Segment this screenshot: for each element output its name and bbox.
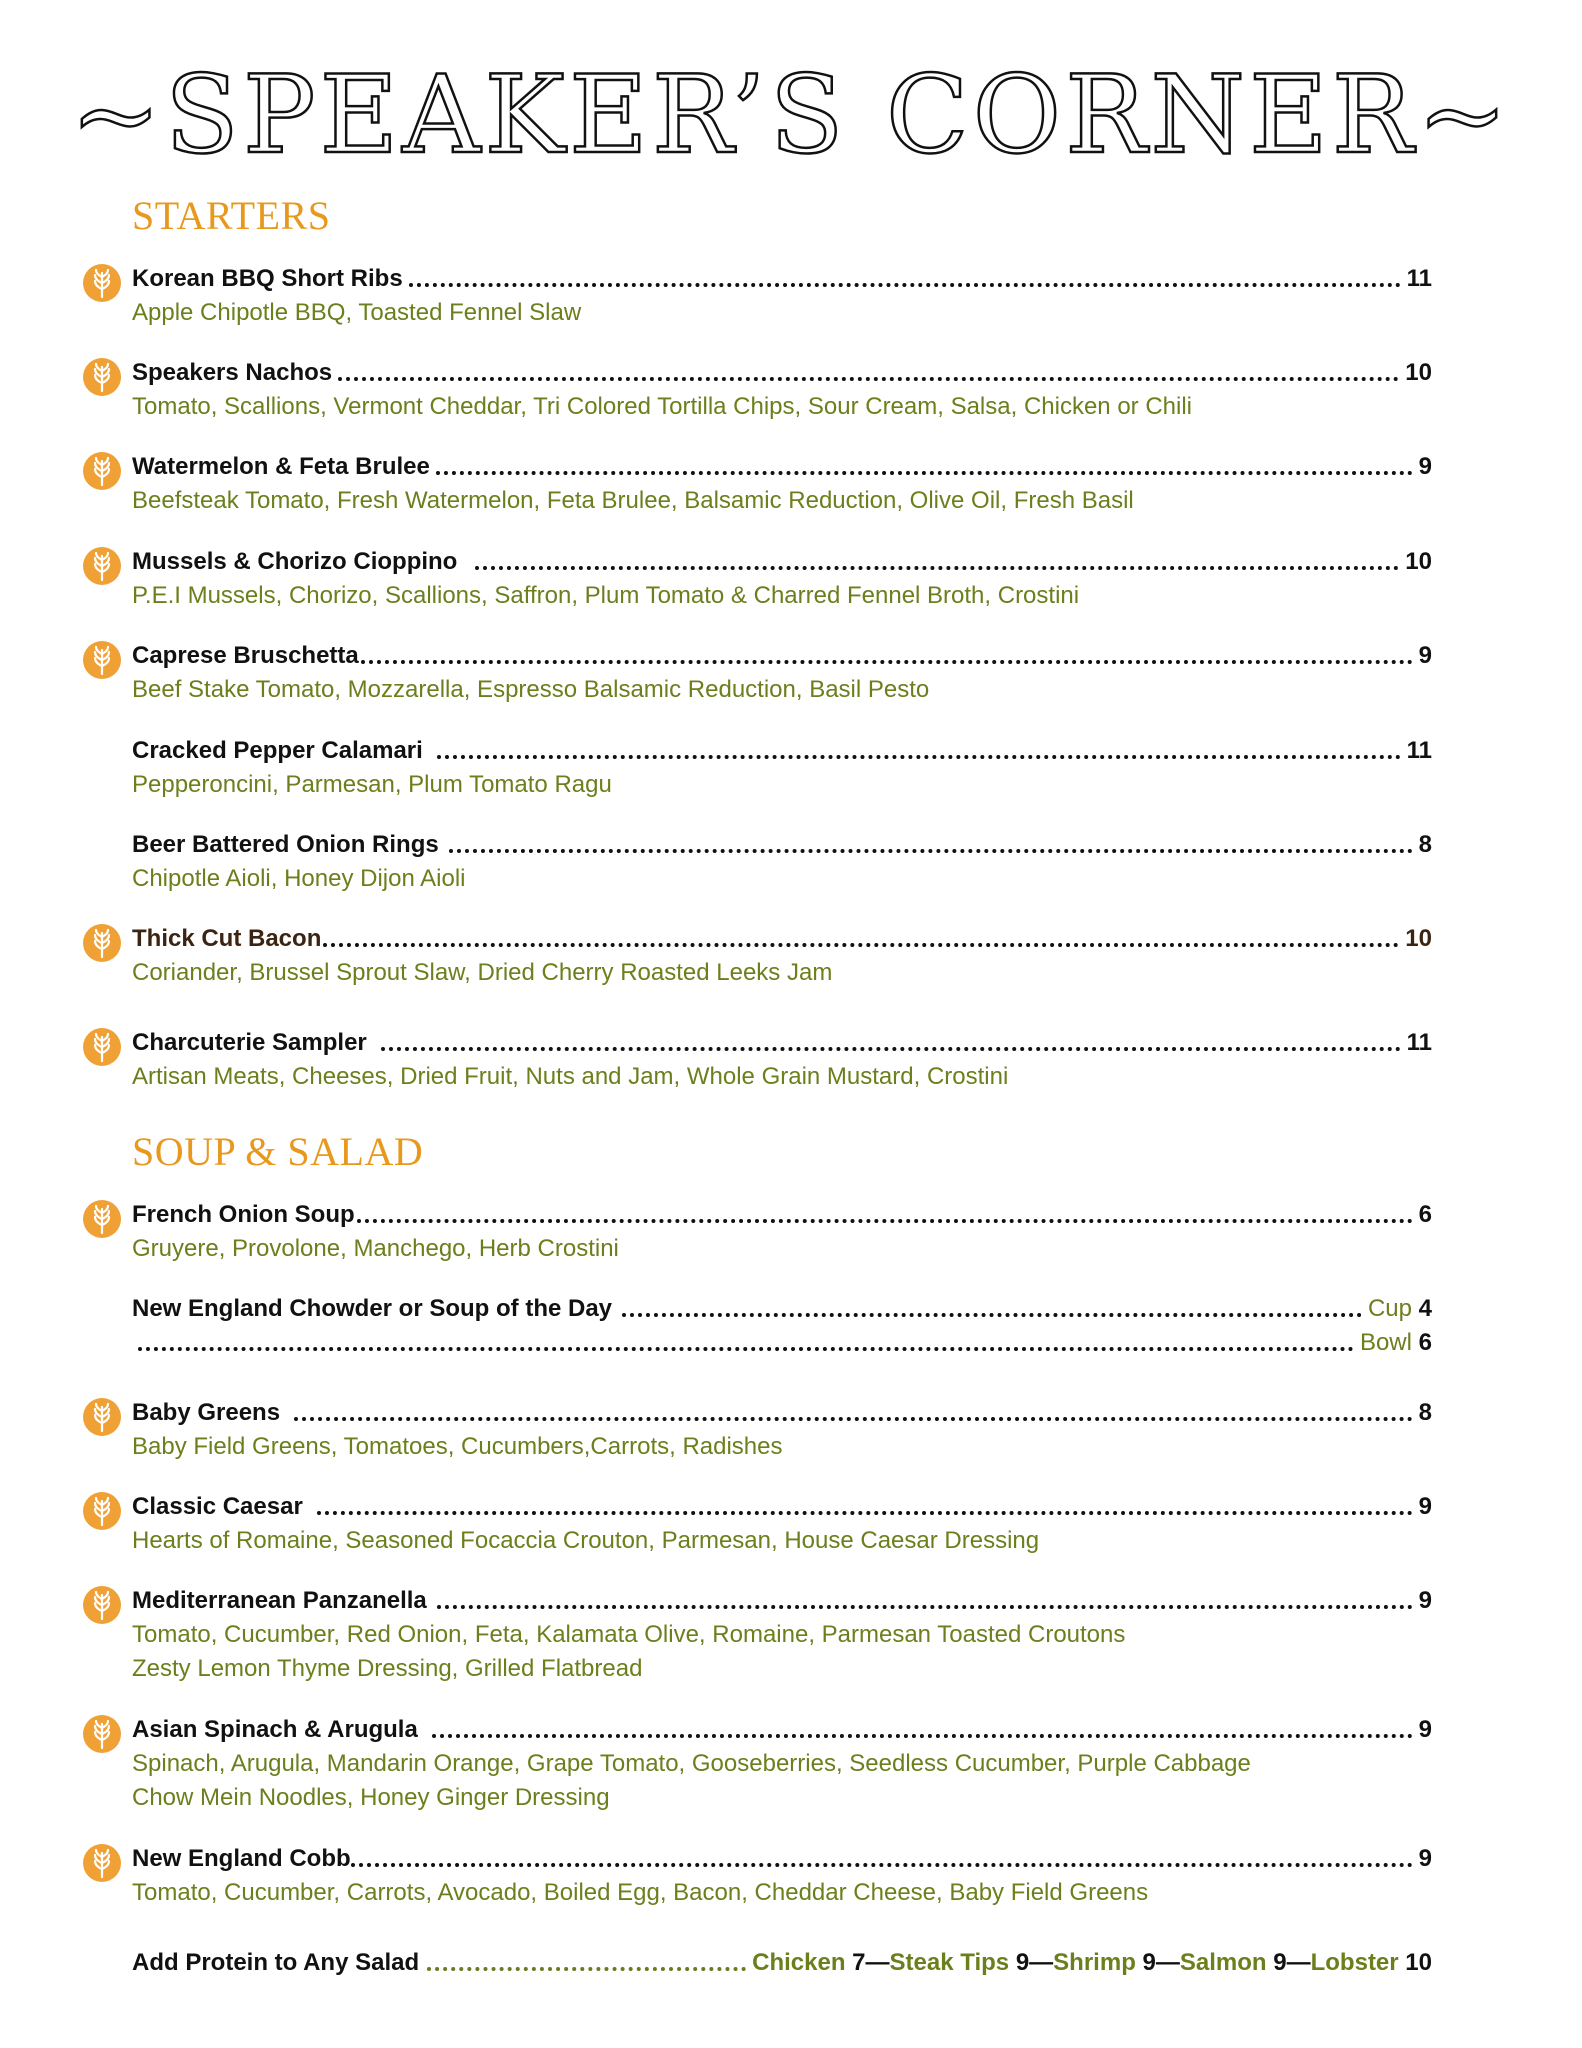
item-price: 8 (1418, 831, 1432, 858)
protein-option-price: 9 (1273, 1949, 1287, 1976)
item-price: 9 (1418, 1845, 1432, 1872)
item-price: 9 (1418, 642, 1432, 669)
dot-leader (294, 1417, 1413, 1421)
gluten-free-wheat-icon (83, 1492, 121, 1530)
item-description-line-2: Chow Mein Noodles, Honey Ginger Dressing (132, 1784, 610, 1811)
item-description: Baby Field Greens, Tomatoes, Cucumbers,Carrots, Radishes (132, 1433, 783, 1460)
dot-leader (475, 566, 1399, 570)
item-name: Speakers Nachos (132, 359, 333, 386)
protein-option-name: Chicken (752, 1949, 846, 1976)
dot-leader (427, 1967, 746, 1971)
gluten-free-wheat-icon (83, 1715, 121, 1753)
dot-leader (357, 1219, 1413, 1223)
protein-option-name: Shrimp (1053, 1949, 1136, 1976)
gluten-free-wheat-icon (83, 452, 121, 490)
dot-leader (317, 1511, 1413, 1515)
item-price: 11 (1406, 737, 1432, 764)
item-price: 11 (1406, 265, 1432, 292)
bowl-label: Bowl (1359, 1329, 1412, 1356)
dot-leader (409, 283, 1401, 287)
dot-leader (323, 943, 1399, 947)
dot-leader (138, 1347, 1354, 1351)
dot-leader (351, 1863, 1413, 1867)
separator: — (1286, 1949, 1311, 1976)
gluten-free-wheat-icon (83, 1586, 121, 1624)
dot-leader (361, 660, 1413, 664)
item-description-line-2: Zesty Lemon Thyme Dressing, Grilled Flatbread (132, 1655, 643, 1682)
item-description: Tomato, Scallions, Vermont Cheddar, Tri Colored Tortilla Chips, Sour Cream, Salsa, Chicken or Chili (132, 393, 1193, 420)
item-name: Watermelon & Feta Brulee (132, 453, 430, 480)
item-price: 8 (1418, 1399, 1432, 1426)
dot-leader (437, 755, 1401, 759)
item-price: 10 (1405, 925, 1432, 952)
item-name: Mussels & Chorizo Cioppino (132, 548, 458, 575)
dot-leader (432, 1734, 1413, 1738)
item-price: 11 (1406, 1029, 1432, 1056)
gluten-free-wheat-icon (83, 1200, 121, 1238)
dot-leader (381, 1047, 1401, 1051)
gluten-free-wheat-icon (83, 641, 121, 679)
item-description: Tomato, Cucumber, Carrots, Avocado, Boiled Egg, Bacon, Cheddar Cheese, Baby Field Greens (132, 1879, 1149, 1906)
item-description: Beef Stake Tomato, Mozzarella, Espresso Balsamic Reduction, Basil Pesto (132, 676, 930, 703)
item-description: Hearts of Romaine, Seasoned Focaccia Crouton, Parmesan, House Caesar Dressing (132, 1527, 1040, 1554)
protein-option-name: Lobster (1310, 1949, 1399, 1976)
item-price: 10 (1405, 548, 1432, 575)
item-name: French Onion Soup (132, 1201, 355, 1228)
gluten-free-wheat-icon (83, 924, 121, 962)
protein-option-name: Steak Tips (889, 1949, 1010, 1976)
item-name: Asian Spinach & Arugula (132, 1716, 418, 1743)
protein-label: Add Protein to Any Salad (132, 1949, 420, 1976)
item-description: Spinach, Arugula, Mandarin Orange, Grape Tomato, Gooseberries, Seedless Cucumber, Purple Cabbage (132, 1750, 1251, 1777)
item-name: Caprese Bruschetta (132, 642, 359, 669)
cup-label: Cup (1367, 1295, 1412, 1322)
item-description: Apple Chipotle BBQ, Toasted Fennel Slaw (132, 299, 582, 326)
dot-leader (338, 377, 1399, 381)
item-price: 10 (1405, 359, 1432, 386)
separator: — (865, 1949, 890, 1976)
protein-option-price: 7 (852, 1949, 866, 1976)
item-name: Thick Cut Bacon (132, 925, 322, 952)
gluten-free-wheat-icon (83, 358, 121, 396)
separator: — (1029, 1949, 1054, 1976)
item-name: Cracked Pepper Calamari (132, 737, 423, 764)
item-price: 9 (1418, 1716, 1432, 1743)
section-heading-starters: STARTERS (132, 193, 331, 238)
separator: — (1155, 1949, 1180, 1976)
menu-title: ~SPEAKER’S CORNER~ (70, 53, 1512, 178)
gluten-free-wheat-icon (83, 1028, 121, 1066)
bowl-price: 6 (1418, 1329, 1432, 1356)
item-price: 9 (1418, 1587, 1432, 1614)
item-price: 6 (1418, 1201, 1432, 1228)
item-name: Charcuterie Sampler (132, 1029, 367, 1056)
item-name: New England Chowder or Soup of the Day (132, 1295, 613, 1322)
dot-leader (622, 1313, 1362, 1317)
item-description: Artisan Meats, Cheeses, Dried Fruit, Nuts and Jam, Whole Grain Mustard, Crostini (132, 1063, 1009, 1090)
item-name: Classic Caesar (132, 1493, 303, 1520)
item-description: Beefsteak Tomato, Fresh Watermelon, Feta Brulee, Balsamic Reduction, Olive Oil, Fresh Basil (132, 487, 1134, 514)
cup-price: 4 (1418, 1295, 1432, 1322)
item-description: Pepperoncini, Parmesan, Plum Tomato Ragu (132, 771, 612, 798)
protein-option-price: 9 (1142, 1949, 1156, 1976)
section-heading-soup-salad: SOUP & SALAD (132, 1129, 424, 1174)
item-description: P.E.I Mussels, Chorizo, Scallions, Saffron, Plum Tomato & Charred Fennel Broth, Crostini (132, 582, 1080, 609)
item-name: New England Cobb (132, 1845, 351, 1872)
item-description: Chipotle Aioli, Honey Dijon Aioli (132, 865, 466, 892)
protein-option-price: 10 (1405, 1949, 1432, 1976)
gluten-free-wheat-icon (83, 264, 121, 302)
item-name: Korean BBQ Short Ribs (132, 265, 403, 292)
item-description: Tomato, Cucumber, Red Onion, Feta, Kalamata Olive, Romaine, Parmesan Toasted Croutons (132, 1621, 1126, 1648)
item-name: Mediterranean Panzanella (132, 1587, 427, 1614)
gluten-free-wheat-icon (83, 547, 121, 585)
item-description: Coriander, Brussel Sprout Slaw, Dried Cherry Roasted Leeks Jam (132, 959, 833, 986)
item-price: 9 (1418, 453, 1432, 480)
protein-option-name: Salmon (1179, 1949, 1267, 1976)
gluten-free-wheat-icon (83, 1398, 121, 1436)
dot-leader (436, 471, 1413, 475)
dot-leader (437, 1605, 1413, 1609)
gluten-free-wheat-icon (83, 1844, 121, 1882)
item-name: Baby Greens (132, 1399, 281, 1426)
dot-leader (449, 849, 1413, 853)
item-description: Gruyere, Provolone, Manchego, Herb Crostini (132, 1235, 619, 1262)
item-price: 9 (1418, 1493, 1432, 1520)
protein-option-price: 9 (1015, 1949, 1030, 1976)
protein-options (752, 1949, 1432, 1977)
item-name: Beer Battered Onion Rings (132, 831, 439, 858)
